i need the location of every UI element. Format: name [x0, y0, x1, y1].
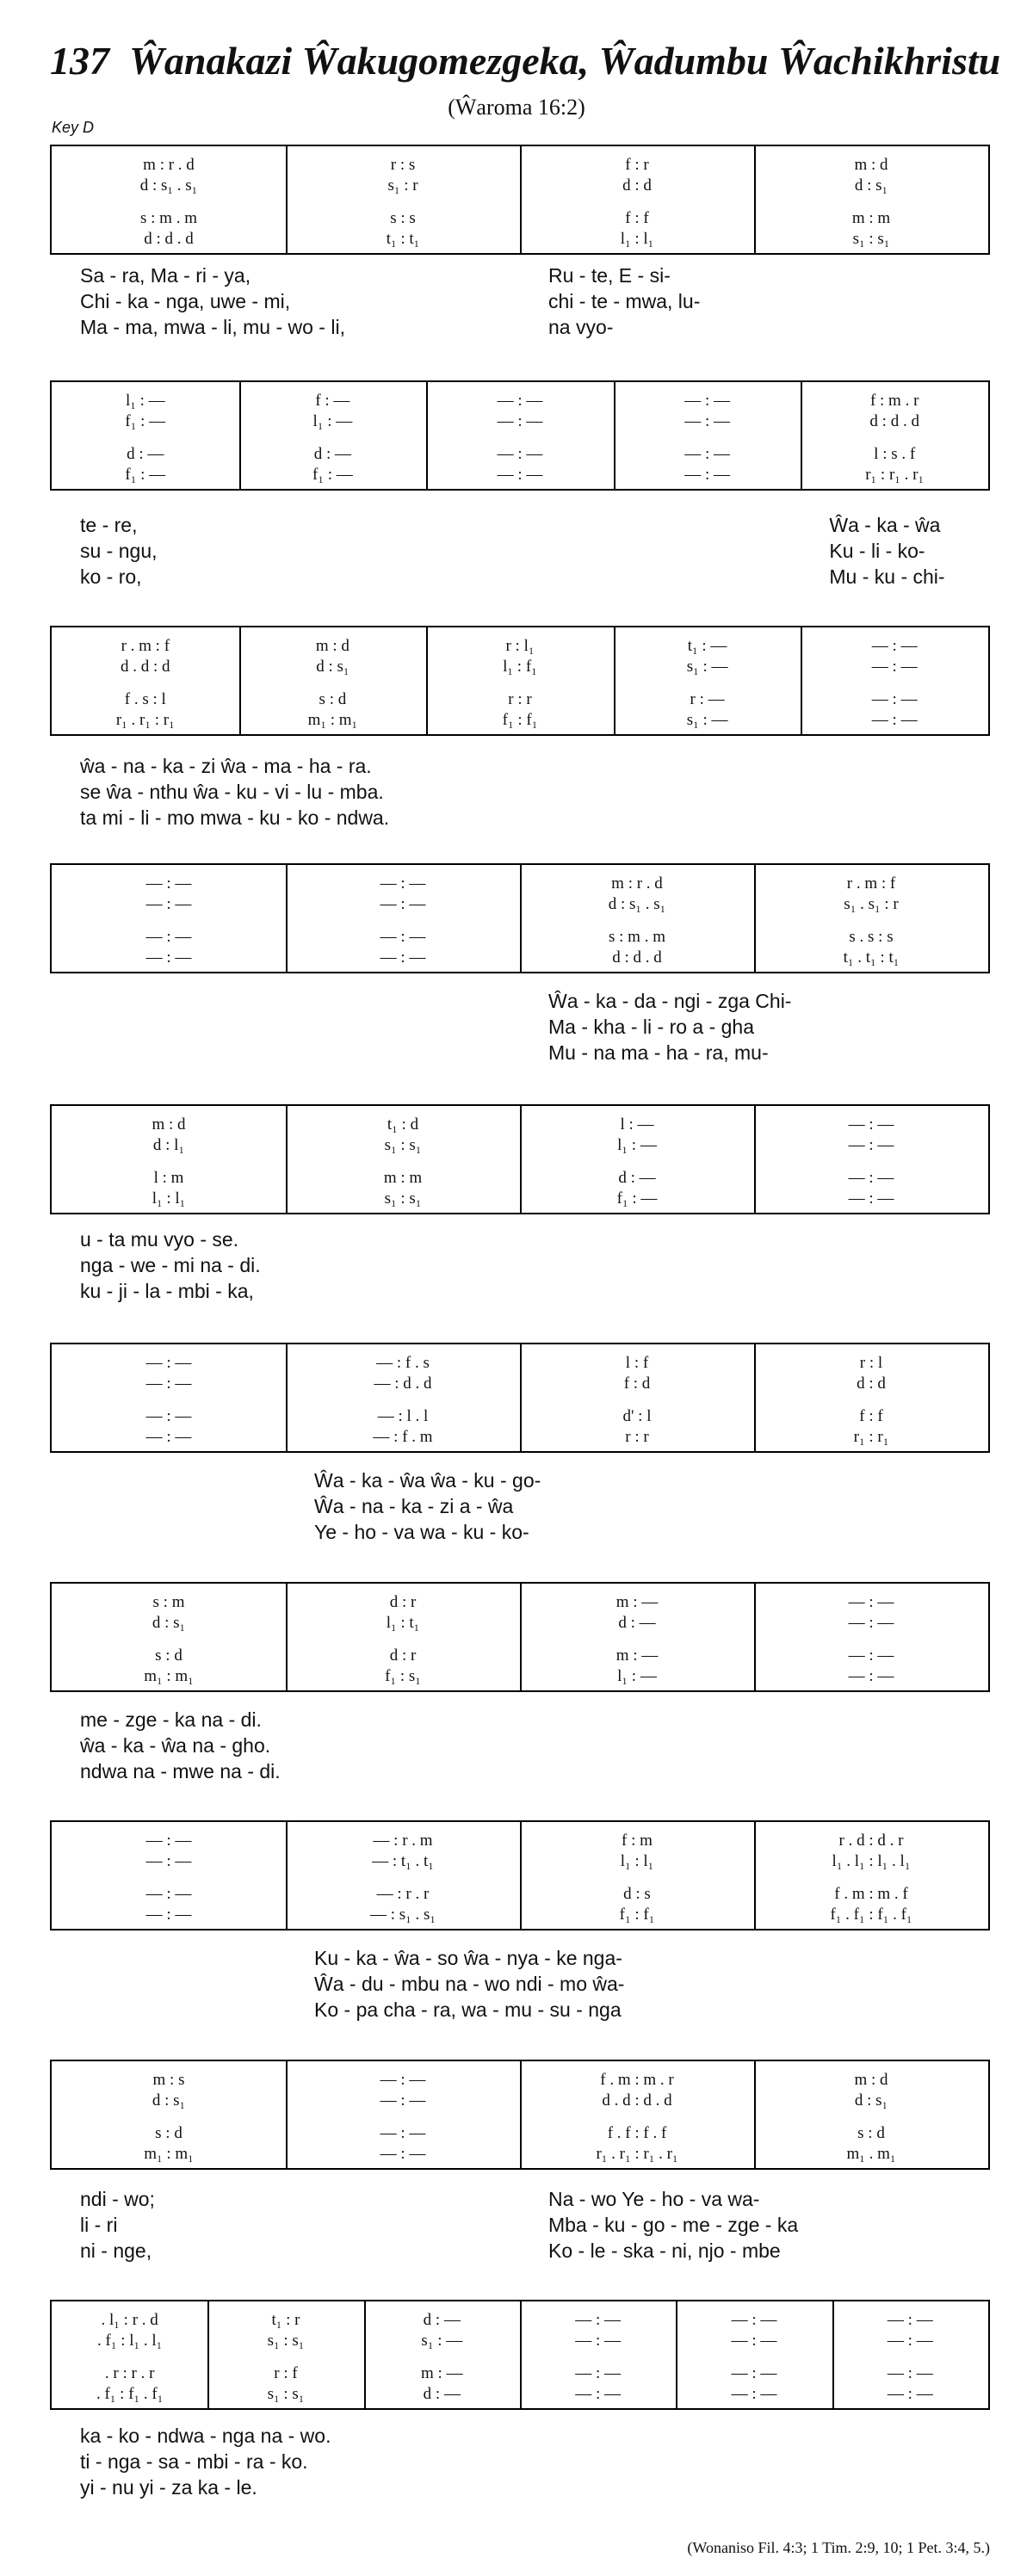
solfa-cell: d : l₁ — [152, 1136, 185, 1154]
lyric-line: Ma - ma, mwa - li, mu - wo - li, — [80, 316, 345, 338]
lyric-line: Ŵa - ka - da - ngi - zga Chi- — [548, 990, 792, 1012]
solfa-cell: f₁ : — — [312, 466, 353, 484]
solfa-cell: d : s₁ — [854, 176, 888, 195]
solfa-cell: — : r . r — [376, 1885, 430, 1903]
solfa-cell: — : — — [380, 874, 426, 893]
solfa-cell: s : d — [319, 690, 347, 708]
solfa-cell: f : m — [622, 1832, 653, 1850]
solfa-cell: — : — — [848, 1614, 894, 1632]
lyric-line: ka - ko - ndwa - nga na - wo. — [80, 2425, 331, 2447]
lyric-line: Na - wo Ye - ho - va wa- — [548, 2188, 760, 2210]
solfa-cell: — : f . m — [373, 1428, 433, 1446]
solfa-cell: r₁ . r₁ : r₁ — [115, 711, 175, 729]
solfa-cell: m₁ : m₁ — [307, 711, 358, 729]
solfa-cell: — : — — [731, 2364, 777, 2382]
solfa-cell: r₁ : r₁ — [853, 1428, 889, 1446]
lyric-line: ti - nga - sa - mbi - ra - ko. — [80, 2450, 308, 2473]
solfa-cell: — : — — [575, 2385, 622, 2403]
solfa-cell: m : r . d — [611, 874, 663, 893]
solfa-cell: r . m : f — [846, 874, 896, 893]
solfa-cell: . r : r . r — [104, 2364, 155, 2382]
solfa-cell: . l₁ : r . d — [101, 2311, 158, 2329]
solfa-cell: r₁ . r₁ : r₁ . r₁ — [596, 2145, 678, 2163]
solfa-cell: l₁ : t₁ — [386, 1614, 420, 1632]
solfa-cell: d : s₁ — [152, 1614, 186, 1632]
solfa-system — [50, 863, 990, 973]
lyric-line: Ŵa - na - ka - zi a - ŵa — [314, 1495, 514, 1517]
solfa-cell: — : — — [848, 1115, 894, 1134]
solfa-cell: — : — — [871, 637, 918, 655]
solfa-cell: — : — — [145, 928, 192, 946]
solfa-cell: — : l . l — [377, 1407, 429, 1425]
lyric-line: te - re, — [80, 514, 138, 536]
lyric-line: ndwa na - mwe na - di. — [80, 1760, 281, 1782]
solfa-cell: d : d — [857, 1374, 886, 1393]
solfa-cell: l₁ . l₁ : l₁ . l₁ — [832, 1852, 911, 1870]
lyric-line: Mu - na ma - ha - ra, mu- — [548, 1041, 769, 1064]
solfa-cell: m : — — [615, 1646, 659, 1665]
solfa-cell: m : r . d — [143, 156, 195, 174]
solfa-cell: m : d — [854, 156, 888, 174]
solfa-cell: d : s₁ . s₁ — [608, 895, 666, 913]
solfa-cell: d : d . d — [612, 948, 662, 967]
lyric-line: ko - ro, — [80, 565, 142, 588]
solfa-system — [50, 1104, 990, 1214]
solfa-cell: l₁ : l₁ — [620, 230, 654, 248]
solfa-cell: — : — — [497, 445, 543, 463]
solfa-cell: s : s — [390, 209, 416, 227]
solfa-cell: l₁ : — — [617, 1667, 657, 1685]
solfa-cell: — : t₁ . t₁ — [372, 1852, 434, 1870]
solfa-cell: l₁ : — — [125, 392, 165, 410]
solfa-cell: — : — — [145, 1407, 192, 1425]
solfa-cell: — : — — [380, 2145, 426, 2163]
solfa-cell: r : r — [625, 1428, 649, 1446]
lyric-line: ŵa - ka - ŵa na - gho. — [80, 1734, 271, 1757]
solfa-cell: — : — — [871, 658, 918, 676]
solfa-cell: s₁ : s₁ — [852, 230, 890, 248]
solfa-cell: d : — — [423, 2311, 461, 2329]
solfa-cell: m : m — [383, 1169, 423, 1187]
solfa-cell: — : — — [731, 2385, 777, 2403]
solfa-cell: s : d — [155, 2124, 182, 2142]
lyric-line: Ŵa - du - mbu na - wo ndi - mo ŵa- — [314, 1973, 625, 1995]
solfa-cell: — : — — [380, 2071, 426, 2089]
lyric-line: Ru - te, E - si- — [548, 264, 671, 287]
solfa-cell: f₁ : — — [125, 412, 166, 430]
key-signature: Key D — [52, 119, 95, 136]
solfa-cell: — : — — [145, 874, 192, 893]
solfa-cell: — : — — [497, 412, 543, 430]
solfa-cell: s₁ : — — [421, 2332, 463, 2350]
solfa-cell: — : — — [145, 1354, 192, 1372]
solfa-cell: m : — — [421, 2364, 463, 2382]
solfa-cell: — : — — [497, 466, 543, 484]
lyric-line: Ko - pa cha - ra, wa - mu - su - nga — [314, 1998, 622, 2021]
solfa-cell: d . d : d . d — [602, 2091, 672, 2110]
lyric-line: me - zge - ka na - di. — [80, 1708, 262, 1731]
lyric-line: nga - we - mi na - di. — [80, 1254, 261, 1276]
solfa-cell: s : m — [152, 1593, 185, 1611]
lyric-line: Ŵa - ka - ŵa ŵa - ku - go- — [314, 1469, 541, 1492]
solfa-cell: d : d . d — [869, 412, 919, 430]
solfa-cell: t₁ : r — [271, 2311, 300, 2329]
solfa-cell: d : — — [313, 445, 352, 463]
solfa-system — [50, 1343, 990, 1453]
lyric-line: Ku - ka - ŵa - so ŵa - nya - ke nga- — [314, 1947, 622, 1969]
solfa-cell: f . s : l — [124, 690, 166, 708]
solfa-cell: l : f — [625, 1354, 649, 1372]
solfa-cell: s : d — [155, 1646, 182, 1665]
lyric-line: chi - te - mwa, lu- — [548, 290, 701, 312]
solfa-cell: f : f — [859, 1407, 883, 1425]
solfa-cell: — : — — [145, 1885, 192, 1903]
solfa-cell: d : d — [622, 176, 652, 195]
solfa-cell: — : — — [848, 1646, 894, 1665]
solfa-cell: — : — — [848, 1189, 894, 1208]
solfa-cell: f₁ : f₁ — [619, 1906, 655, 1924]
solfa-cell: — : — — [380, 928, 426, 946]
lyric-line: Ku - li - ko- — [829, 540, 925, 562]
solfa-cell: l₁ : l₁ — [620, 1852, 654, 1870]
solfa-cell: m : d — [854, 2071, 888, 2089]
lyric-line: Ma - kha - li - ro a - gha — [548, 1016, 755, 1038]
solfa-cell: m : d — [315, 637, 349, 655]
solfa-cell: s₁ . s₁ : r — [844, 895, 899, 913]
solfa-cell: — : — — [871, 711, 918, 729]
solfa-system — [50, 380, 990, 491]
solfa-cell: t₁ : t₁ — [386, 230, 420, 248]
solfa-system — [50, 1582, 990, 1692]
solfa-cell: r : l — [859, 1354, 883, 1372]
solfa-cell: r₁ : r₁ . r₁ — [865, 466, 925, 484]
solfa-cell: d : — — [618, 1169, 656, 1187]
lyric-line: ni - nge, — [80, 2239, 152, 2262]
lyric-line: ndi - wo; — [80, 2188, 155, 2210]
solfa-cell: t₁ . t₁ : t₁ — [843, 948, 900, 967]
solfa-cell: f : m . r — [869, 392, 919, 410]
solfa-cell: — : — — [575, 2332, 622, 2350]
solfa-cell: s₁ : r — [387, 176, 418, 195]
solfa-cell: — : — — [145, 895, 192, 913]
solfa-cell: d : s₁ — [152, 2091, 186, 2110]
solfa-cell: d : s₁ . s₁ — [139, 176, 198, 195]
solfa-cell: — : — — [731, 2311, 777, 2329]
lyric-line: yi - nu yi - za ka - le. — [80, 2476, 257, 2499]
solfa-cell: — : — — [887, 2364, 933, 2382]
solfa-cell: l₁ : f₁ — [503, 658, 537, 676]
solfa-cell: d : — — [618, 1614, 656, 1632]
solfa-cell: r : f — [274, 2364, 298, 2382]
solfa-cell: f : r — [625, 156, 649, 174]
solfa-cell: — : — — [684, 466, 730, 484]
solfa-cell: — : — — [684, 445, 730, 463]
solfa-cell: — : — — [848, 1169, 894, 1187]
footer-references: (Wonaniso Fil. 4:3; 1 Tim. 2:9, 10; 1 Pet. 3:4, 5.) — [687, 2539, 990, 2556]
lyric-line: ŵa - na - ka - zi ŵa - ma - ha - ra. — [80, 755, 372, 777]
solfa-cell: — : — — [145, 1374, 192, 1393]
solfa-cell: r . d : d . r — [838, 1832, 904, 1850]
lyric-line: Ŵa - ka - ŵa — [829, 514, 941, 536]
solfa-cell: s : m . m — [609, 928, 665, 946]
solfa-cell: — : — — [684, 392, 730, 410]
solfa-cell: f₁ . f₁ : f₁ . f₁ — [830, 1906, 912, 1924]
solfa-cell: — : — — [575, 2311, 622, 2329]
solfa-cell: m : m — [851, 209, 891, 227]
solfa-cell: d : d . d — [144, 230, 194, 248]
lyric-line: li - ri — [80, 2214, 118, 2236]
solfa-cell: — : — — [887, 2385, 933, 2403]
solfa-cell: r : s — [390, 156, 416, 174]
solfa-system — [50, 1820, 990, 1930]
scripture-reference: (Ŵaroma 16:2) — [448, 95, 585, 120]
solfa-system — [50, 145, 990, 255]
solfa-cell: d : s — [623, 1885, 651, 1903]
solfa-cell: — : — — [497, 392, 543, 410]
solfa-cell: f : — — [315, 392, 350, 410]
solfa-cell: r . m : f — [121, 637, 170, 655]
solfa-cell: d : — — [423, 2385, 461, 2403]
solfa-cell: — : — — [684, 412, 730, 430]
solfa-cell: — : — — [380, 948, 426, 967]
solfa-cell: s . s : s — [849, 928, 894, 946]
solfa-cell: — : — — [848, 1136, 894, 1154]
solfa-cell: t₁ : — — [687, 637, 727, 655]
solfa-cell: m : s — [152, 2071, 185, 2089]
solfa-cell: f : d — [623, 1374, 651, 1393]
solfa-cell: m₁ : m₁ — [144, 1667, 194, 1685]
solfa-cell: s₁ : s₁ — [267, 2385, 305, 2403]
solfa-cell: s₁ : s₁ — [384, 1136, 422, 1154]
solfa-cell: — : — — [887, 2311, 933, 2329]
solfa-cell: f₁ : f₁ — [502, 711, 538, 729]
solfa-cell: s₁ : — — [686, 711, 728, 729]
hymn-title: Ŵanakazi Ŵakugomezgeka, Ŵadumbu Ŵachikhristu — [129, 39, 1001, 83]
solfa-cell: d' : l — [622, 1407, 652, 1425]
solfa-cell: . f₁ : l₁ . l₁ — [97, 2332, 163, 2350]
solfa-cell: — : s₁ . s₁ — [369, 1906, 436, 1924]
solfa-cell: — : — — [848, 1667, 894, 1685]
solfa-cell: d : s₁ — [854, 2091, 888, 2110]
solfa-cell: — : — — [848, 1593, 894, 1611]
solfa-cell: m : — — [615, 1593, 659, 1611]
solfa-cell: — : — — [145, 1906, 192, 1924]
solfa-cell: s₁ : s₁ — [384, 1189, 422, 1208]
lyric-line: se ŵa - nthu ŵa - ku - vi - lu - mba. — [80, 781, 384, 803]
lyric-line: su - ngu, — [80, 540, 158, 562]
lyric-line: ta mi - li - mo mwa - ku - ko - ndwa. — [80, 806, 390, 829]
solfa-cell: r : — — [690, 690, 725, 708]
solfa-cell: s₁ : s₁ — [267, 2332, 305, 2350]
lyric-line: Mba - ku - go - me - zge - ka — [548, 2214, 799, 2236]
solfa-cell: l₁ : — — [312, 412, 353, 430]
lyric-line: Ko - le - ska - ni, njo - mbe — [548, 2239, 781, 2262]
solfa-cell: — : — — [145, 1428, 192, 1446]
solfa-system — [50, 2300, 990, 2410]
solfa-system — [50, 626, 990, 736]
solfa-cell: d : r — [389, 1593, 417, 1611]
solfa-cell: . f₁ : f₁ . f₁ — [96, 2385, 164, 2403]
solfa-cell: — : — — [145, 1832, 192, 1850]
solfa-cell: d . d : d — [121, 658, 170, 676]
lyric-line: Sa - ra, Ma - ri - ya, — [80, 264, 251, 287]
lyric-line: Ye - ho - va wa - ku - ko- — [314, 1521, 529, 1543]
solfa-cell: s₁ : — — [686, 658, 728, 676]
solfa-cell: m : d — [152, 1115, 186, 1134]
solfa-cell: — : d . d — [374, 1374, 432, 1393]
lyric-line: ku - ji - la - mbi - ka, — [80, 1280, 254, 1302]
solfa-cell: l : m — [153, 1169, 184, 1187]
solfa-cell: t₁ : d — [387, 1115, 419, 1134]
solfa-cell: r : l₁ — [505, 637, 535, 655]
solfa-cell: m₁ : m₁ — [144, 2145, 194, 2163]
lyric-line: u - ta mu vyo - se. — [80, 1228, 239, 1251]
lyric-line: Mu - ku - chi- — [829, 565, 945, 588]
solfa-cell: — : — — [380, 2124, 426, 2142]
lyric-line: na vyo- — [548, 316, 614, 338]
solfa-cell: — : — — [887, 2332, 933, 2350]
solfa-cell: — : — — [575, 2364, 622, 2382]
solfa-cell: f₁ : — — [616, 1189, 658, 1208]
solfa-cell: f : f — [625, 209, 649, 227]
hymn-number: 137 — [50, 39, 109, 83]
solfa-cell: f₁ : — — [125, 466, 166, 484]
solfa-cell: f . m : m . f — [834, 1885, 908, 1903]
solfa-cell: — : — — [871, 690, 918, 708]
solfa-cell: — : — — [380, 895, 426, 913]
solfa-cell: — : f . s — [376, 1354, 430, 1372]
lyric-line: Chi - ka - nga, uwe - mi, — [80, 290, 291, 312]
solfa-cell: — : — — [380, 2091, 426, 2110]
solfa-cell: s : d — [857, 2124, 885, 2142]
solfa-cell: l₁ : — — [617, 1136, 657, 1154]
solfa-cell: m₁ . m₁ — [846, 2145, 896, 2163]
solfa-cell: f . m : m . r — [600, 2071, 674, 2089]
solfa-cell: d : r — [389, 1646, 417, 1665]
solfa-cell: — : — — [145, 948, 192, 967]
solfa-cell: l : — — [620, 1115, 654, 1134]
solfa-system — [50, 2060, 990, 2170]
solfa-cell: f . f : f . f — [607, 2124, 667, 2142]
solfa-cell: — : — — [145, 1852, 192, 1870]
solfa-cell: l₁ : l₁ — [152, 1189, 186, 1208]
solfa-cell: — : r . m — [373, 1832, 433, 1850]
solfa-cell: r : r — [508, 690, 532, 708]
solfa-cell: d : s₁ — [316, 658, 349, 676]
solfa-cell: l : s . f — [874, 445, 916, 463]
solfa-cell: f₁ : s₁ — [385, 1667, 421, 1685]
solfa-cell: s : m . m — [140, 209, 197, 227]
solfa-cell: d : — — [127, 445, 164, 463]
solfa-cell: — : — — [731, 2332, 777, 2350]
